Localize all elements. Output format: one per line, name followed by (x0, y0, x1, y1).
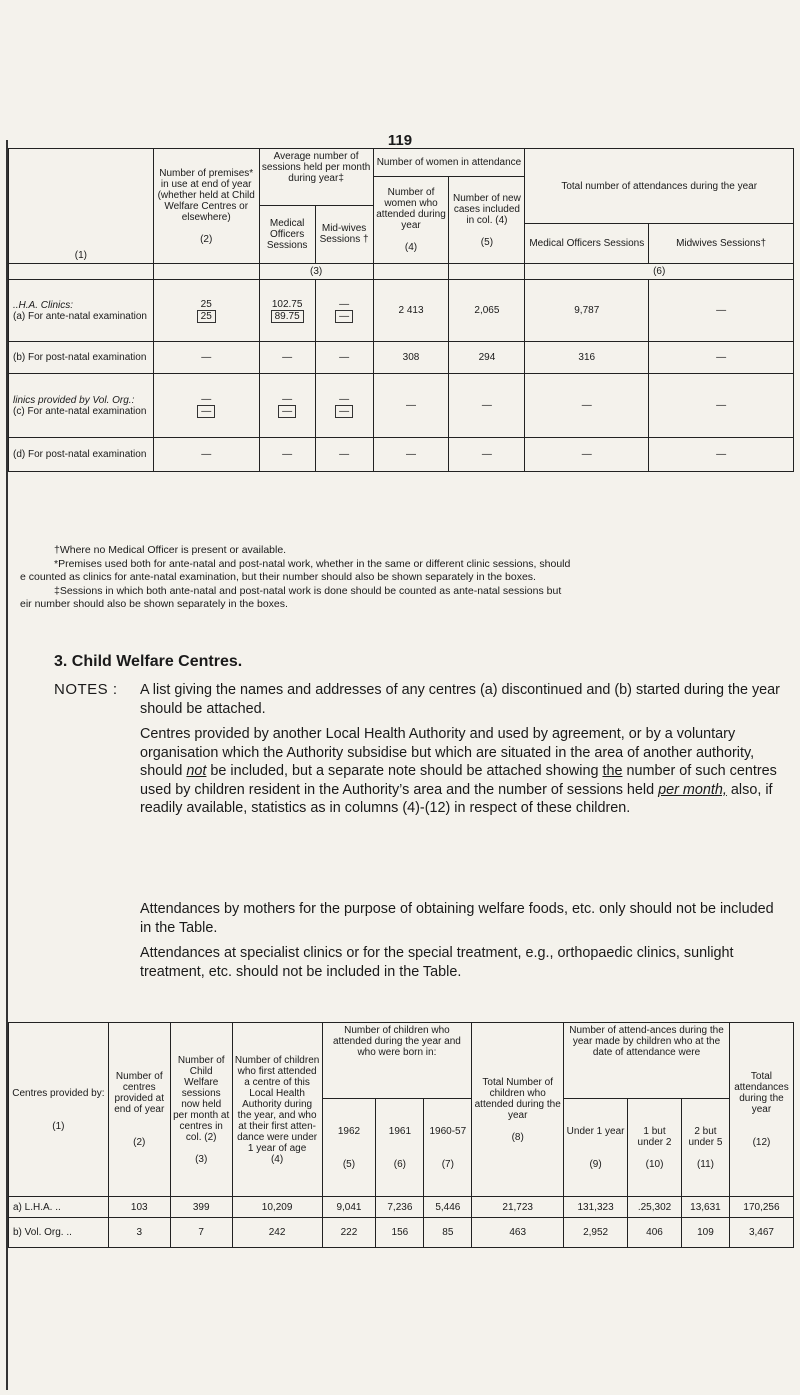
t2-col-header-7: 1960-57 (7) (424, 1099, 472, 1197)
t2-col-header-4: Number of children who first attended a centre of this Local Health Authority during the year, and who at their first atten-dance were under 1 year of age (4) (232, 1023, 322, 1197)
col-header-3: Average number of sessions held per month during year‡ (259, 149, 373, 206)
col-header-3-medical: Medical Officers Sessions (259, 205, 315, 264)
table-row: (d) For post-natal examination — — — — — — — (9, 438, 794, 472)
t2-col-header-11: 2 but under 5 (11) (681, 1099, 729, 1197)
notes-label: NOTES : (54, 681, 118, 698)
t2-col-header-born-group: Number of children who attended during the year and who were born in: (322, 1023, 472, 1099)
col-header-6: Total number of attendances during the year (525, 149, 794, 224)
t2-col-header-2: Number of centres provided at end of year (2) (108, 1023, 170, 1197)
table-row: linics provided by Vol. Org.: (c) For ante-natal examination — — — — — — — — — — (9, 374, 794, 438)
section-title: 3. Child Welfare Centres. (54, 653, 243, 670)
t2-col-header-6: 1961 (6) (376, 1099, 424, 1197)
t2-col-header-10: 1 but under 2 (10) (628, 1099, 682, 1197)
t2-col-header-8: Total Number of children who attended during the year (8) (472, 1023, 564, 1197)
col-num-spacer (153, 264, 259, 280)
footnote-star-cont: e counted as clinics for ante-natal examination, but their number should also be shown separately in the boxes. (20, 571, 536, 583)
t2-col-header-9: Under 1 year (9) (564, 1099, 628, 1197)
col-header-6-medical: Medical Officers Sessions (525, 224, 649, 264)
table-row: b) Vol. Org. .. 3 7 242 222 156 85 463 2,952 406 109 3,467 (9, 1218, 794, 1248)
note-paragraph-2: Centres provided by another Local Health Authority and used by agreement, or by a voluntary organisation which the Authority subsidise but which are situated in the area of another authority, should not be included, but a separate note should be attached showing the number of such centres used by children resident in the Authority’s area and the number of sessions held per month, also, if readily available, statistics as in columns (4)-(12) in respect of these children. (140, 726, 777, 816)
col-header-5: Number of new cases included in col. (4) (5) (449, 177, 525, 264)
t2-col-header-5: 1962 (5) (322, 1099, 376, 1197)
clinics-table (8, 148, 794, 472)
footnote-ddagger-cont: eir number should also be shown separately in the boxes. (20, 598, 288, 610)
table-row: ..H.A. Clinics: (a) For ante-natal examination 25 25 102.75 89.75 — — 2 413 2,065 9,787 — (9, 280, 794, 342)
col-num-spacer (9, 264, 154, 280)
t2-col-header-12: Total attendances during the year (12) (729, 1023, 793, 1197)
page-number: 119 (387, 132, 413, 149)
col-header-2: Number of premises* in use at end of year (whether held at Child Welfare Centres or elsewhere) (2) (153, 149, 259, 264)
child-welfare-table (8, 1022, 794, 1248)
t2-col-header-attend-group: Number of attend-ances during the year made by children who at the date of attendance were (564, 1023, 730, 1099)
col-header-6-midwives: Midwives Sessions† (649, 224, 794, 264)
table-row: (b) For post-natal examination — — — 308 294 316 — (9, 342, 794, 374)
col-header-3-midwives: Mid-wives Sessions † (315, 205, 373, 264)
note-paragraph-1: A list giving the names and addresses of any centres (a) discontinued and (b) started during the year should be attached. (140, 682, 780, 717)
table-row: a) L.H.A. .. 103 399 10,209 9,041 7,236 5,446 21,723 131,323 .25,302 13,631 170,256 (9, 1197, 794, 1218)
footnote-ddagger: ‡Sessions in which both ante-natal and post-natal work is done should be counted as ante-natal sessions but (54, 585, 562, 597)
col-header-1: (1) (9, 149, 154, 264)
t2-col-header-3: Number of Child Welfare sessions now held per month at centres in col. (2) (3) (170, 1023, 232, 1197)
col-header-women-group: Number of women in attendance (373, 149, 525, 177)
col-header-4: Number of women who attended during year (4) (373, 177, 449, 264)
footnote-dagger: †Where no Medical Officer is present or available. (54, 544, 287, 556)
t2-col-header-1: Centres provided by: (1) (9, 1023, 109, 1197)
col-num-6: (6) (525, 264, 794, 280)
col-num-spacer (373, 264, 449, 280)
footnote-star: *Premises used both for ante-natal and post-natal work, whether in the same or different clinic sessions, should (54, 558, 571, 570)
note-paragraph-4: Attendances at specialist clinics or for the special treatment, e.g., orthopaedic clinics, sunlight treatment, etc. should not be included in the Table. (140, 945, 734, 980)
col-num-spacer (449, 264, 525, 280)
col-num-3: (3) (259, 264, 373, 280)
note-paragraph-3: Attendances by mothers for the purpose of obtaining welfare foods, etc. only should not be included in the Table. (140, 901, 774, 936)
